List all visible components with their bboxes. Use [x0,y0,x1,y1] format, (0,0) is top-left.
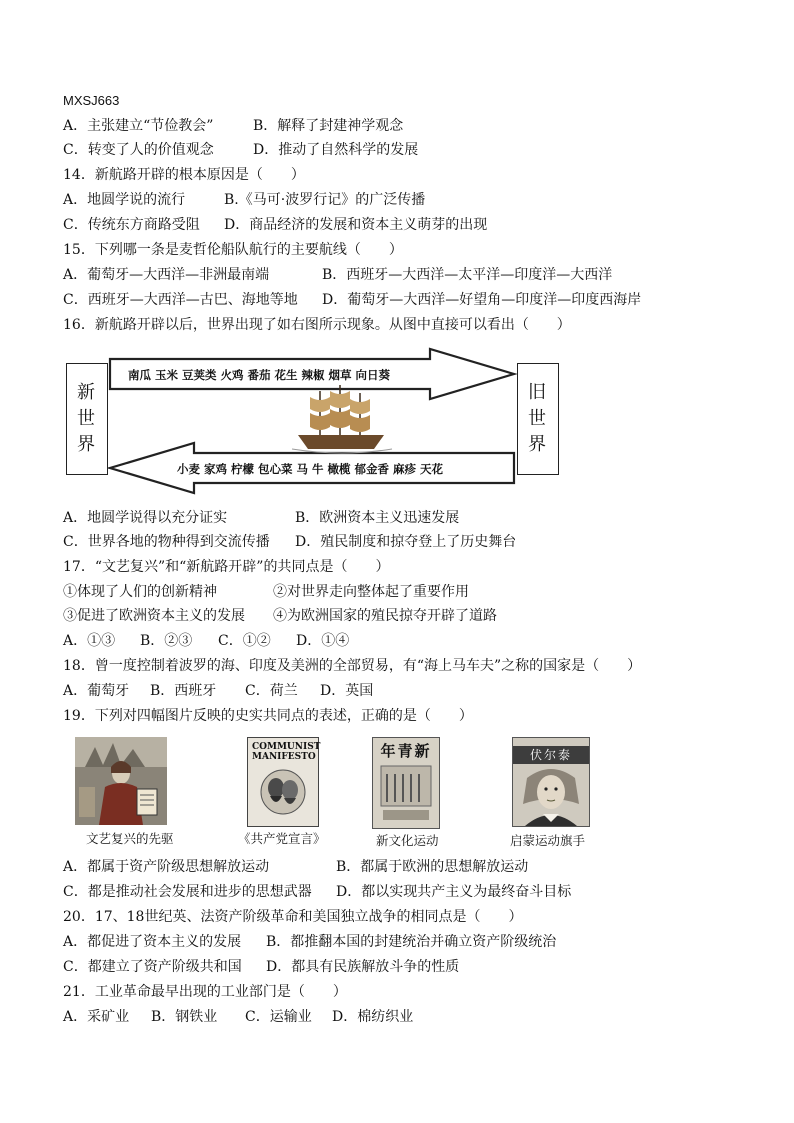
q18-option-c: C．荷兰 [245,683,298,699]
q16-option-d: D．殖民制度和掠夺登上了历史舞台 [295,534,517,550]
q15-stem: 15．下列哪一条是麦哲伦船队航行的主要航线（ ） [63,242,403,258]
magazine-cover-art-icon [373,760,439,826]
q17-statement-2: ②对世界走向整体起了重要作用 [273,584,469,600]
old-world-char-1: 旧 [528,382,548,403]
q16-stem: 16．新航路开辟以后，世界出现了如右图所示现象。从图中直接可以看出（ ） [63,317,571,333]
q19-option-c: C．都是推动社会发展和进步的思想武器 [63,884,312,900]
q18-stem: 18．曾一度控制着波罗的海、印度及美洲的全部贸易，有“海上马车夫”之称的国家是（ ） [63,658,642,674]
q18-option-b: B．西班牙 [150,683,217,699]
caption-manifesto: 《共产党宣言》 [238,831,326,846]
q14-option-a: A．地圆学说的流行 [63,192,186,208]
q19-stem: 19．下列对四幅图片反映的史实共同点的表述，正确的是（ ） [63,708,473,724]
magazine-title: 年青新 [380,742,432,760]
q17-statement-1: ①体现了人们的创新精神 [63,584,217,600]
new-world-char-3: 界 [77,434,97,455]
q16-option-b: B．欧洲资本主义迅速发展 [295,510,460,526]
q20-stem: 20．17、18世纪英、法资产阶级革命和美国独立战争的相同点是（ ） [63,909,523,925]
manifesto-cover-title: COMMUNIST MANIFESTO [252,742,321,762]
old-to-new-items: 小麦 家鸡 柠檬 包心菜 马 牛 橄榄 郁金香 麻疹 天花 [177,462,444,476]
q17-option-c: C．①② [218,633,271,649]
q15-option-d: D．葡萄牙—大西洋—好望角—印度洋—印度西海岸 [322,292,642,308]
old-world-char-3: 界 [528,434,548,455]
new-to-old-items: 南瓜 玉米 豆荚类 火鸡 番茄 花生 辣椒 烟草 向日葵 [128,368,391,382]
q18-option-d: D．英国 [320,683,374,699]
q14-stem: 14．新航路开辟的根本原因是（ ） [63,167,305,183]
voltaire-image [512,737,590,827]
voltaire-cover-title: 伏尔泰 [513,746,589,764]
q19-option-a: A．都属于资产阶级思想解放运动 [63,859,270,875]
q16-option-a: A．地圆学说得以充分证实 [63,510,228,526]
q21-stem: 21．工业革命最早出现的工业部门是（ ） [63,984,347,1000]
q17-option-d: D．①④ [296,633,350,649]
q21-option-a: A．采矿业 [63,1009,130,1025]
q14-option-c: C．传统东方商路受阻 [63,217,200,233]
q13-option-b: B．解释了封建神学观念 [253,118,404,134]
communist-manifesto-image [247,737,319,827]
q13-option-d: D．推动了自然科学的发展 [253,142,419,158]
old-world-char-2: 世 [528,408,548,429]
renaissance-pioneer-image [75,737,167,825]
q13-option-a: A．主张建立“节俭教会” [63,118,214,134]
q17-option-a: A．①③ [63,633,116,649]
new-world-box [66,363,108,475]
q20-option-a: A．都促进了资本主义的发展 [63,934,242,950]
q16-option-c: C．世界各地的物种得到交流传播 [63,534,270,550]
exchange-figure [62,345,560,495]
q17-statement-4: ④为欧洲国家的殖民掠夺开辟了道路 [273,608,497,624]
q20-option-b: B．都推翻本国的封建统治并确立资产阶级统治 [266,934,557,950]
q15-option-c: C．西班牙—大西洋—古巴、海地等地 [63,292,298,308]
q18-option-a: A．葡萄牙 [63,683,130,699]
voltaire-portrait-icon [513,764,589,826]
new-world-char-2: 世 [77,408,97,429]
doc-code: MXSJ663 [63,93,120,108]
q21-option-c: C．运输业 [245,1009,312,1025]
q15-option-a: A．葡萄牙—大西洋—非洲最南端 [63,267,270,283]
q21-option-d: D．棉纺织业 [332,1009,414,1025]
new-youth-magazine-image [372,737,440,829]
q13-option-c: C．转变了人的价值观念 [63,142,214,158]
caption-new-culture: 新文化运动 [376,833,439,848]
q20-option-c: C．都建立了资产阶级共和国 [63,959,242,975]
caption-enlightenment: 启蒙运动旗手 [510,833,586,848]
new-world-char-1: 新 [77,382,97,403]
q15-option-b: B．西班牙—大西洋—太平洋—印度洋—大西洋 [322,267,613,283]
sailing-ship-icon [292,385,392,453]
q19-option-b: B．都属于欧洲的思想解放运动 [336,859,529,875]
marx-engels-portrait-icon [248,766,318,826]
caption-renaissance: 文艺复兴的先驱 [86,831,174,846]
q14-option-b: B.《马可·波罗行记》的广泛传播 [224,192,426,208]
q17-statement-3: ③促进了欧洲资本主义的发展 [63,608,245,624]
renaissance-painting-icon [75,737,167,825]
q20-option-d: D．都具有民族解放斗争的性质 [266,959,460,975]
q14-option-d: D．商品经济的发展和资本主义萌芽的出现 [224,217,488,233]
q21-option-b: B．钢铁业 [151,1009,218,1025]
q17-option-b: B．②③ [140,633,193,649]
old-world-box [517,363,559,475]
q17-stem: 17．“文艺复兴”和“新航路开辟”的共同点是（ ） [63,559,390,575]
q19-option-d: D．都以实现共产主义为最终奋斗目标 [336,884,572,900]
